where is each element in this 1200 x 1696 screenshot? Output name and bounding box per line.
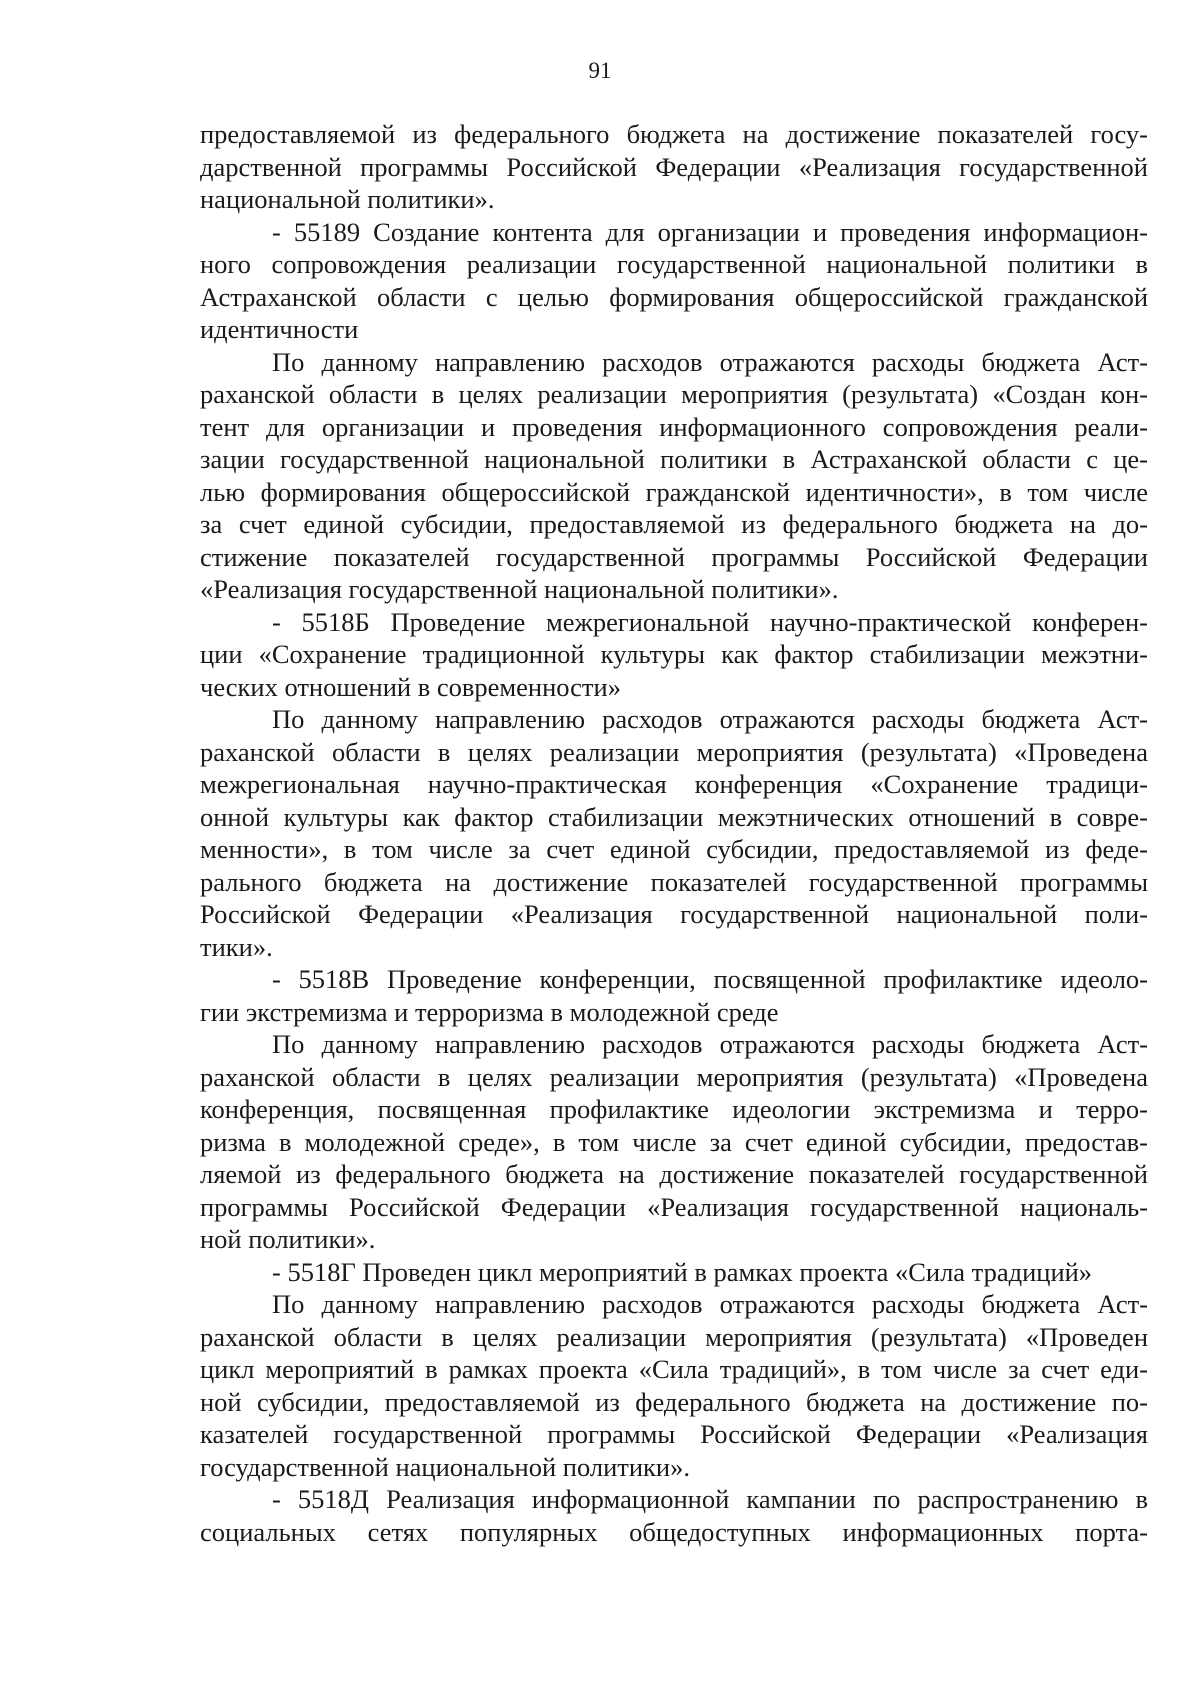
text-line: государственной национальной политики». — [200, 1451, 690, 1482]
text-line: стижение показателей государственной программы Российской Федерации — [200, 541, 1148, 572]
text-line: - 5518Д Реализация информационной кампании по распространению в — [272, 1484, 1148, 1514]
page-number: 91 — [588, 58, 612, 83]
text-line: По данному направлению расходов отражаются расходы бюджета Аст- — [272, 1029, 1148, 1059]
text-line: ризма в молодежной среде», в том числе за счет единой субсидии, предостав- — [200, 1126, 1148, 1157]
text-line: По данному направлению расходов отражаются расходы бюджета Аст- — [272, 1289, 1148, 1319]
text-line: раханской области в целях реализации мероприятия (результата) «Создан кон- — [200, 379, 1148, 409]
text-line: менности», в том числе за счет единой субсидии, предоставляемой из феде- — [200, 834, 1148, 864]
text-line: ческих отношений в современности» — [200, 671, 621, 702]
text-line: рального бюджета на достижение показателей государственной программы — [200, 866, 1148, 897]
document-body — [200, 118, 1148, 1548]
text-line: ного сопровождения реализации государственной национальной политики в — [200, 249, 1148, 279]
text-line: - 55189 Создание контента для организации и проведения информацион- — [272, 216, 1148, 247]
text-line: цикл мероприятий в рамках проекта «Сила традиций», в том числе за счет еди- — [200, 1354, 1148, 1384]
text-line: идентичности — [200, 314, 359, 344]
text-line: социальных сетях популярных общедоступных информационных порта- — [200, 1516, 1148, 1547]
text-line: лью формирования общероссийской гражданской идентичности», в том числе — [200, 476, 1148, 507]
text-line: ции «Сохранение традиционной культуры как фактор стабилизации межэтни- — [200, 639, 1148, 669]
text-line: национальной политики». — [200, 184, 495, 214]
text-line: раханской области в целях реализации мероприятия (результата) «Проведена — [200, 736, 1148, 767]
text-line: предоставляемой из федерального бюджета на достижение показателей госу- — [200, 119, 1148, 149]
text-line: программы Российской Федерации «Реализация государственной националь- — [200, 1191, 1148, 1222]
text-line: - 5518Б Проведение межрегиональной научно-практической конферен- — [272, 606, 1148, 637]
text-line: Российской Федерации «Реализация государственной национальной поли- — [200, 899, 1148, 929]
text-line: тики». — [200, 931, 273, 962]
text-line: - 5518Г Проведен цикл мероприятий в рамках проекта «Сила традиций» — [272, 1256, 1093, 1287]
text-line: дарственной программы Российской Федерации «Реализация государственной — [200, 151, 1148, 182]
text-line: межрегиональная научно-практическая конференция «Сохранение традици- — [200, 769, 1148, 799]
text-line: ляемой из федерального бюджета на достижение показателей государственной — [200, 1159, 1148, 1189]
text-line: зации государственной национальной политики в Астраханской области с це- — [200, 444, 1148, 474]
text-line: за счет единой субсидии, предоставляемой из федерального бюджета на до- — [200, 509, 1148, 539]
text-line: ной политики». — [200, 1224, 376, 1254]
text-line: онной культуры как фактор стабилизации межэтнических отношений в совре- — [200, 801, 1148, 832]
text-line: «Реализация государственной национальной политики». — [200, 574, 839, 604]
text-line: тент для организации и проведения информационного сопровождения реали- — [200, 411, 1148, 442]
text-line: гии экстремизма и терроризма в молодежной среде — [200, 996, 779, 1027]
text-line: казателей государственной программы Российской Федерации «Реализация — [200, 1419, 1148, 1449]
text-line: Астраханской области с целью формирования общероссийской гражданской — [200, 281, 1148, 312]
text-line: По данному направлению расходов отражаются расходы бюджета Аст- — [272, 704, 1148, 734]
text-line: - 5518В Проведение конференции, посвященной профилактике идеоло- — [272, 964, 1148, 994]
text-line: ной субсидии, предоставляемой из федерального бюджета на достижение по- — [200, 1386, 1148, 1417]
text-line: По данному направлению расходов отражаются расходы бюджета Аст- — [272, 346, 1148, 377]
text-line: раханской области в целях реализации мероприятия (результата) «Проведена — [200, 1061, 1148, 1092]
text-line: раханской области в целях реализации мероприятия (результата) «Проведен — [200, 1321, 1148, 1352]
text-line: конференция, посвященная профилактике идеологии экстремизма и терро- — [200, 1094, 1148, 1124]
